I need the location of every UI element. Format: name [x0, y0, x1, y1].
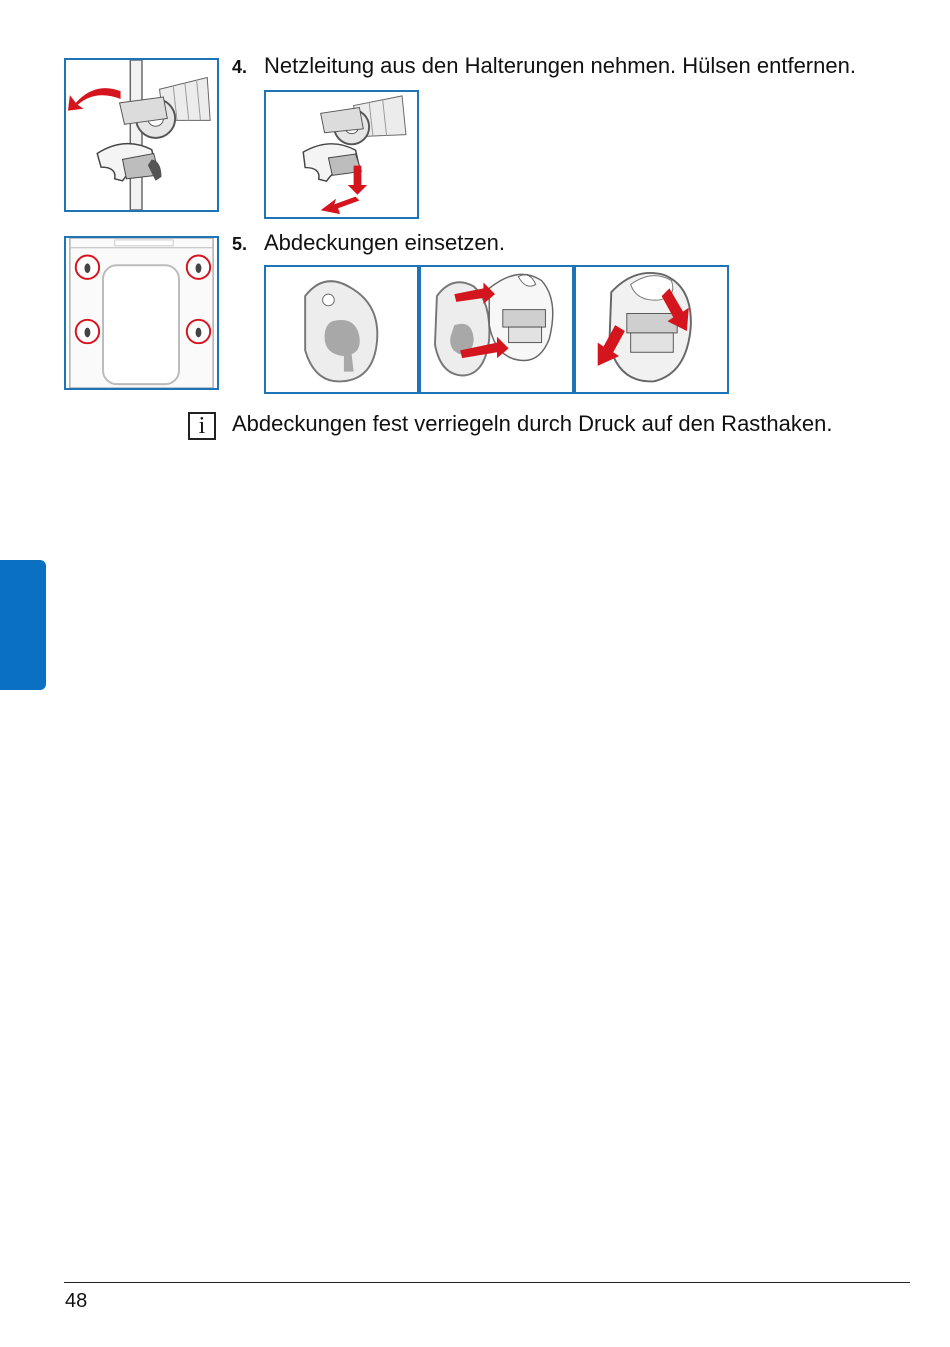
page-number: 48	[65, 1290, 88, 1312]
cover-lock-figure	[574, 265, 729, 394]
info-icon: i	[188, 412, 216, 440]
cover-insert-figure	[419, 265, 574, 394]
step-text: Netzleitung aus den Halterungen nehmen. Hülsen entfernen.	[264, 53, 856, 78]
step-number: 5.	[232, 234, 248, 254]
note-text: Abdeckungen fest verriegeln durch Druck auf den Rasthaken.	[232, 411, 833, 436]
cable-holder-figure	[64, 58, 219, 212]
step-5	[232, 230, 505, 257]
sleeve-removal-figure	[264, 90, 419, 219]
cover-plate-figure	[264, 265, 419, 394]
step-number: 4.	[232, 57, 248, 77]
step-text: Abdeckungen einsetzen.	[264, 230, 505, 255]
footer-rule	[64, 1282, 910, 1283]
appliance-back-figure	[64, 236, 219, 390]
chapter-tab	[0, 560, 46, 690]
step-4	[232, 53, 856, 80]
